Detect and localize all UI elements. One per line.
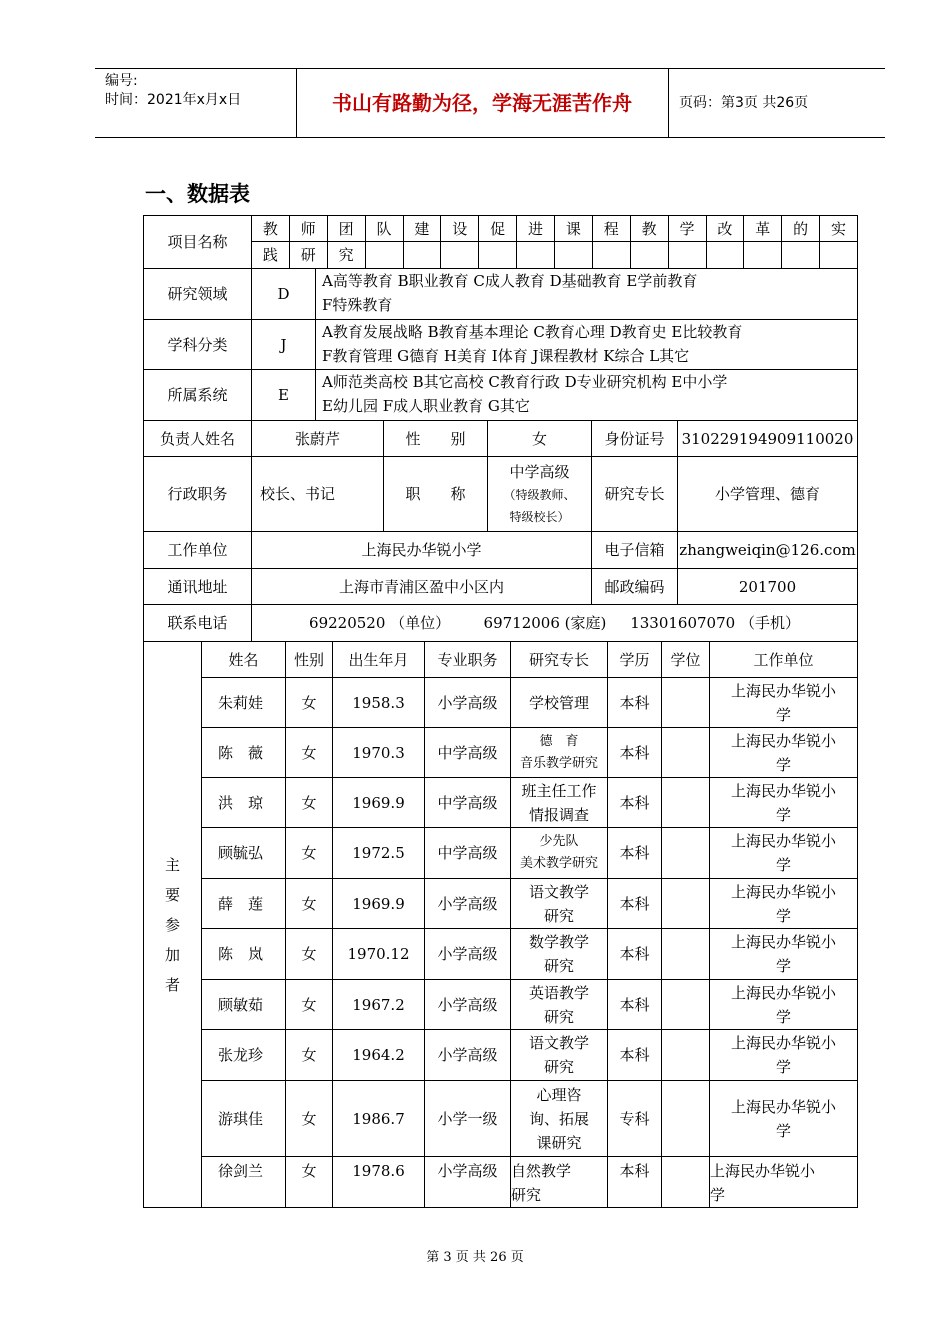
member-edu-cell: 本科 [608, 1157, 662, 1208]
side-char: 参 [164, 915, 180, 934]
project-name-char [669, 242, 707, 269]
member-unit-cell [710, 778, 858, 828]
member-birth-cell: 1958.3 [333, 678, 425, 728]
member-spec-line: 研究 [511, 1186, 542, 1204]
member-spec-line: 心理咨 [536, 1085, 582, 1104]
member-edu-cell: 本科 [608, 879, 662, 929]
member-gender-cell: 女 [286, 980, 333, 1030]
member-title-cell: 中学高级 [425, 828, 511, 879]
member-title-cell: 小学高级 [425, 678, 511, 728]
project-name-char: 践 [252, 242, 290, 269]
member-birth-cell: 1972.5 [333, 828, 425, 879]
phone-label: 联系电话 [144, 605, 252, 642]
member-spec-line: 数学教学 [528, 933, 589, 951]
member-degree-cell [662, 678, 710, 728]
zip-value: 201700 [678, 569, 858, 605]
member-birth-cell: 1970.12 [333, 929, 425, 980]
leader-id: 310229194909110020 [678, 421, 858, 457]
member-name-cell: 顾敏茹 [202, 980, 286, 1030]
member-unit-line: 学 [775, 1121, 791, 1140]
system-options-line1: A师范类高校 B其它高校 C教育行政 D专业研究机构 E中小学 [322, 373, 728, 391]
member-degree-cell [662, 879, 710, 929]
project-name-char [517, 242, 555, 269]
system-options-line2: E幼儿园 F成人职业教育 G其它 [322, 397, 530, 415]
page-footer: 第 3 页 共 26 页 [426, 1250, 524, 1265]
subject-options [316, 320, 858, 370]
member-degree-cell [662, 828, 710, 879]
project-name-char: 团 [328, 216, 366, 242]
member-edu-cell: 本科 [608, 728, 662, 778]
member-unit-line: 学 [775, 1007, 791, 1026]
member-unit-line: 上海民办华锐小 [730, 781, 836, 800]
member-spec-line: 英语教学 [528, 983, 589, 1002]
title-sub1: （特级教师、 [503, 488, 576, 502]
leader-gender: 女 [488, 421, 592, 457]
project-name-char [820, 242, 858, 269]
project-name-char [366, 242, 404, 269]
member-edu-cell: 专科 [608, 1081, 662, 1157]
project-name-char: 改 [707, 216, 745, 242]
member-birth-cell: 1964.2 [333, 1030, 425, 1081]
header-motto: 书山有路勤为径，学海无涯苦作舟 [332, 91, 632, 115]
side-char: 者 [164, 975, 180, 994]
member-spec-line: 询、拓展 [528, 1109, 589, 1128]
project-name-char: 进 [517, 216, 555, 242]
member-title-cell: 中学高级 [425, 728, 511, 778]
member-edu-cell: 本科 [608, 678, 662, 728]
member-spec-cell [511, 980, 608, 1030]
project-name-char: 程 [593, 216, 631, 242]
project-name-char [404, 242, 442, 269]
title-value [488, 457, 592, 532]
member-spec-line: 研究 [543, 1007, 574, 1026]
title-label: 职 称 [384, 457, 488, 532]
project-name-char: 实 [820, 216, 858, 242]
subject-options-line2: F教育管理 G德育 H美育 I体育 J课程教材 K综合 L其它 [322, 347, 690, 365]
side-char: 加 [164, 945, 180, 964]
member-spec-line: 研究 [543, 906, 574, 925]
member-title-cell: 小学一级 [425, 1081, 511, 1157]
field-options-line1: A高等教育 B职业教育 C成人教育 D基础教育 E学前教育 [322, 272, 698, 290]
members-header-cell: 工作单位 [710, 642, 858, 678]
member-name-cell: 薛 莲 [202, 879, 286, 929]
member-spec-line: 自然教学 [511, 1162, 572, 1180]
member-spec-cell [511, 1157, 608, 1208]
work-value: 上海民办华锐小学 [252, 532, 592, 569]
member-unit-line: 学 [775, 1058, 791, 1076]
member-gender-cell: 女 [286, 828, 333, 879]
member-gender-cell: 女 [286, 678, 333, 728]
member-unit-cell [710, 1030, 858, 1081]
member-spec-cell [511, 828, 608, 879]
member-name-cell: 游琪佳 [202, 1081, 286, 1157]
member-gender-cell: 女 [286, 929, 333, 980]
member-spec-cell [511, 929, 608, 980]
side-char: 要 [164, 885, 180, 904]
member-spec-cell [511, 678, 608, 728]
member-title-cell: 小学高级 [425, 1157, 511, 1208]
project-name-char: 研 [290, 242, 328, 269]
system-value: E [252, 370, 316, 421]
member-birth-cell: 1969.9 [333, 778, 425, 828]
members-header-cell: 研究专长 [511, 642, 608, 678]
subject-label: 学科分类 [144, 320, 252, 370]
member-unit-cell [710, 678, 858, 728]
member-unit-line: 上海民办华锐小 [730, 983, 836, 1002]
member-spec-cell [511, 1030, 608, 1081]
project-name-char: 建 [404, 216, 442, 242]
member-gender-cell: 女 [286, 879, 333, 929]
member-gender-cell: 女 [286, 1030, 333, 1081]
member-unit-line: 上海民办华锐小 [730, 1034, 836, 1052]
member-name-cell: 洪 琼 [202, 778, 286, 828]
members-header-cell: 学位 [662, 642, 710, 678]
member-spec-cell [511, 1081, 608, 1157]
project-name-char [744, 242, 782, 269]
member-unit-line: 学 [775, 856, 791, 874]
section-title: 一、数据表 [145, 182, 250, 206]
project-name-char: 学 [669, 216, 707, 242]
member-spec-line: 语文教学 [528, 882, 589, 901]
member-birth-cell: 1970.3 [333, 728, 425, 778]
subject-options-line1: A教育发展战略 B教育基本理论 C教育心理 D教育史 E比较教育 [322, 323, 743, 341]
project-name-char: 促 [479, 216, 517, 242]
member-name-cell: 顾毓弘 [202, 828, 286, 879]
project-name-char [782, 242, 820, 269]
project-name-label: 项目名称 [144, 216, 252, 269]
member-unit-cell [710, 980, 858, 1030]
member-unit-cell [710, 728, 858, 778]
member-spec-line: 德 育 [539, 733, 579, 749]
title-sub2: 特级校长） [509, 510, 570, 524]
member-degree-cell [662, 929, 710, 980]
phone-value: 69220520 （单位） 69712006 (家庭) 13301607070 （手机） [252, 605, 858, 642]
zip-label: 邮政编码 [592, 569, 678, 605]
spec-label: 研究专长 [592, 457, 678, 532]
member-spec-line: 研究 [543, 1058, 574, 1076]
header-page-info: 页码：第3页 共26页 [679, 95, 809, 111]
member-spec-line: 学校管理 [528, 693, 589, 712]
members-header-cell: 学历 [608, 642, 662, 678]
member-unit-line: 学 [710, 1186, 726, 1204]
member-unit-line: 学 [775, 906, 791, 925]
project-name-char: 队 [366, 216, 404, 242]
member-degree-cell [662, 778, 710, 828]
time-label: 时间：2021年x月x日 [105, 92, 242, 108]
member-name-cell: 朱莉娃 [202, 678, 286, 728]
member-degree-cell [662, 728, 710, 778]
subject-value: J [252, 320, 316, 370]
header-meta [105, 72, 295, 110]
member-spec-line: 研究 [543, 957, 574, 975]
member-unit-cell [710, 1157, 858, 1208]
member-edu-cell: 本科 [608, 929, 662, 980]
project-name-char [593, 242, 631, 269]
member-unit-line: 学 [775, 755, 791, 774]
email-value: zhangweiqin@126.com [678, 532, 858, 569]
members-header-cell: 专业职务 [425, 642, 511, 678]
member-unit-cell [710, 828, 858, 879]
member-name-cell: 张龙珍 [202, 1030, 286, 1081]
project-name-char [631, 242, 669, 269]
addr-value: 上海市青浦区盈中小区内 [252, 569, 592, 605]
member-unit-line: 上海民办华锐小 [730, 731, 836, 750]
project-name-char [479, 242, 517, 269]
member-unit-line: 上海民办华锐小 [730, 933, 836, 951]
member-degree-cell [662, 1030, 710, 1081]
field-options-line2: F特殊教育 [322, 296, 393, 314]
member-title-cell: 小学高级 [425, 1030, 511, 1081]
number-label: 编号: [105, 73, 138, 89]
members-header-cell: 姓名 [202, 642, 286, 678]
project-name-char: 究 [328, 242, 366, 269]
member-edu-cell: 本科 [608, 980, 662, 1030]
project-name-char [441, 242, 479, 269]
members-side-label [144, 642, 202, 1208]
member-name-cell: 徐剑兰 [202, 1157, 286, 1208]
member-birth-cell: 1969.9 [333, 879, 425, 929]
member-degree-cell [662, 980, 710, 1030]
title-main: 中学高级 [509, 463, 570, 481]
member-gender-cell: 女 [286, 1157, 333, 1208]
field-value: D [252, 269, 316, 320]
member-degree-cell [662, 1157, 710, 1208]
member-birth-cell: 1967.2 [333, 980, 425, 1030]
admin-label: 行政职务 [144, 457, 252, 532]
member-unit-line: 学 [775, 705, 791, 724]
member-title-cell: 小学高级 [425, 980, 511, 1030]
member-gender-cell: 女 [286, 1081, 333, 1157]
member-degree-cell [662, 1081, 710, 1157]
member-unit-line: 上海民办华锐小 [730, 1097, 836, 1116]
member-unit-cell [710, 929, 858, 980]
member-spec-cell [511, 879, 608, 929]
member-unit-cell [710, 879, 858, 929]
leader-gender-label: 性 别 [384, 421, 488, 457]
member-unit-line: 上海民办华锐小 [730, 882, 836, 901]
addr-label: 通讯地址 [144, 569, 252, 605]
member-title-cell: 小学高级 [425, 879, 511, 929]
member-spec-line: 语文教学 [528, 1034, 589, 1052]
member-edu-cell: 本科 [608, 1030, 662, 1081]
member-gender-cell: 女 [286, 728, 333, 778]
member-spec-line: 课研究 [536, 1133, 582, 1152]
project-name-char: 教 [252, 216, 290, 242]
field-options [316, 269, 858, 320]
member-spec-cell [511, 778, 608, 828]
project-name-char: 的 [782, 216, 820, 242]
member-spec-line: 少先队 [539, 834, 579, 849]
side-char: 主 [164, 855, 180, 874]
member-spec-line: 班主任工作 [521, 781, 597, 800]
member-edu-cell: 本科 [608, 778, 662, 828]
member-unit-line: 上海民办华锐小 [710, 1162, 816, 1180]
member-title-cell: 小学高级 [425, 929, 511, 980]
member-unit-line: 上海民办华锐小 [730, 681, 836, 700]
leader-id-label: 身份证号 [592, 421, 678, 457]
member-name-cell: 陈 岚 [202, 929, 286, 980]
project-name-char: 设 [441, 216, 479, 242]
member-unit-line: 学 [775, 805, 791, 824]
member-spec-line: 美术教学研究 [519, 856, 598, 871]
member-name-cell: 陈 薇 [202, 728, 286, 778]
member-spec-line: 情报调查 [528, 805, 589, 824]
member-unit-line: 学 [775, 957, 791, 975]
member-unit-cell [710, 1081, 858, 1157]
member-birth-cell: 1986.7 [333, 1081, 425, 1157]
project-name-char: 教 [631, 216, 669, 242]
member-spec-cell [511, 728, 608, 778]
system-label: 所属系统 [144, 370, 252, 421]
work-label: 工作单位 [144, 532, 252, 569]
email-label: 电子信箱 [592, 532, 678, 569]
admin-value: 校长、书记 [252, 457, 384, 532]
member-spec-line: 音乐教学研究 [519, 755, 598, 771]
leader-name: 张蔚芹 [252, 421, 384, 457]
members-header-cell: 出生年月 [333, 642, 425, 678]
page-header [95, 68, 885, 138]
project-name-char [555, 242, 593, 269]
member-gender-cell: 女 [286, 778, 333, 828]
member-unit-line: 上海民办华锐小 [730, 832, 836, 850]
spec-value: 小学管理、德育 [678, 457, 858, 532]
members-header-cell: 性别 [286, 642, 333, 678]
member-edu-cell: 本科 [608, 828, 662, 879]
project-name-char: 革 [744, 216, 782, 242]
member-title-cell: 中学高级 [425, 778, 511, 828]
project-name-char [707, 242, 745, 269]
project-name-char: 课 [555, 216, 593, 242]
project-name-char: 师 [290, 216, 328, 242]
field-label: 研究领域 [144, 269, 252, 320]
member-birth-cell: 1978.6 [333, 1157, 425, 1208]
system-options [316, 370, 858, 421]
leader-name-label: 负责人姓名 [144, 421, 252, 457]
